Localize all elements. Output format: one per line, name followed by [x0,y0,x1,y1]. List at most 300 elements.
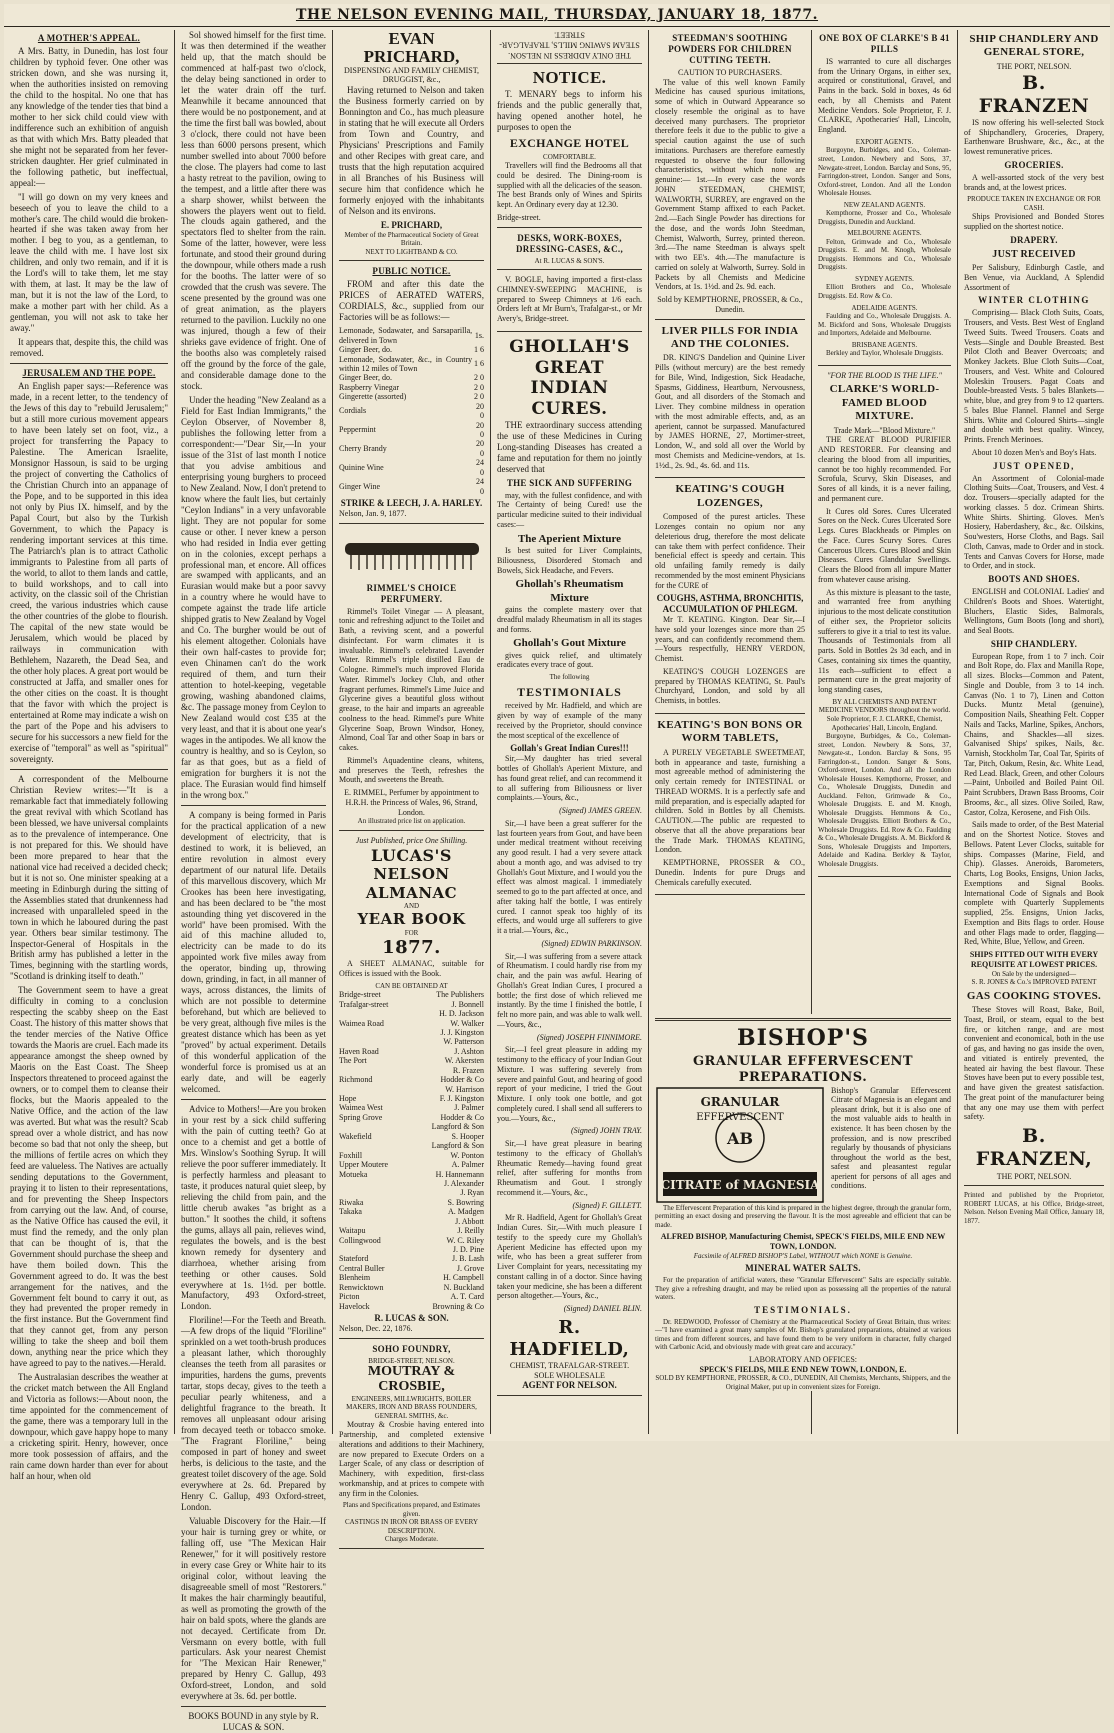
agent-row-value: Hodder & Co [440,1075,484,1085]
agent-row-label [339,1141,409,1150]
ad-date: Nelson, Dec. 22, 1876. [339,1324,413,1334]
ad-subtitle: DISPENSING AND FAMILY CHEMIST, DRUGGIST, &c., [343,65,480,85]
ad-soho-foundry [339,1344,484,1549]
price-row-value: 24 0 [476,458,484,477]
article-paragraph: A Mrs. Batty, in Dunedin, has lost four children by typhoid fever. One other was stricken down, and she was nursing it, when the authorities insisted on removing the child to the hospital. No one that has any knowledge of the tender ties that bind a mother to her sick child could view with indifference such an exhibition of anguish as that with which Mrs. Batty pleaded that she might not be separated from her fever-stricken daughter. Her grief culminated in the following pathetic, but ineffectual, appeal:— [10,45,168,188]
column-1 [4,30,174,1481]
ad-subtitle: GRANULAR EFFERVESCENT PREPARATIONS. [692,1053,914,1085]
agent-row-value: J. Palmer [454,1103,484,1113]
ad-title: LIVER PILLS FOR INDIA AND THE COLONIES. [661,324,799,351]
agent-row-value: W. C. Riley [446,1235,484,1245]
agent-row-label: Riwaka [339,1197,364,1207]
ad-and: AND [403,901,420,910]
price-row [339,345,484,354]
agents-list: Faulding and Co., Wholesale Druggists. A. M. Bickford and Sons, Wholesale Druggists and Importers, Adelaide and Melbourne. [818,312,951,338]
ad-body: European Rope, from 1 to 7 inch. Coir and Bolt Rope, do. Flax and Manilla Rope, all sizes. Blocks—Common and Patent, Single and Double, from 3 to 14 inch. Canvas (No. 1 to 7), Linen and Cotton Ducks. Muntz Metal (genuine), Composition Nails, Sheathing Felt. Copper Nails and Tacks, Marline, Spikes, Anchors, Chains, and Shackles—all sizes. Galvanised Ships' spikes, Nails, &c. Varnish, Stockholm Tar, Coal Tar, Spirits of Tar, Pitch, Oakum, Resin, &c. White Lead, Red Lead. Black, Green, and other Colours—Paint, Unboiled and Boiled Paint Oil. Paint Scrubbers, Drawn Bass Brooms, Coir Brooms, &c., all sizes. Olive Soiled, Raw, Castor, Colza, Kerosene, and Fish Oils. [964,651,1104,817]
masthead: THE NELSON EVENING MAIL, THURSDAY, JANUARY 18, 1877. [4,4,1110,27]
notice-paragraph: Valuable Discovery for the Hair.—If your hair is turning grey or white, or falling off, use "The Mexican Hair Renewer," for it will positively restore in every case Grey or White hair to its original color, without leaving the disagreeable smell of most "Restorers." It makes the hair charmingly beautiful, as well as promoting the growth of the hair on bald spots, where the glands are not decayed. Certificate from Dr. Versmann on every bottle, with full particulars. Ask your nearest Chemist for "The Mexican Hair Renewer," prepared by Henry C. Gallup, 493 Oxford-street, London, and sold everywhere at 3s. 6d. per bottle. [181,1515,326,1702]
agents-head: ADELAIDE AGENTS. [851,303,918,312]
magnesia-label-icon [655,1086,825,1204]
ad-obtained: CAN BE OBTAINED AT [375,981,448,990]
agent-row-value: H. Hannemann [435,1169,484,1179]
ad-body: Rimmel's Aquadentine cleans, whitens, and preserves the Teeth, refreshes the Mouth, and sweetens the Breath. [339,755,484,785]
ad-castings: CASTINGS IN IRON OR BRASS OF EVERY DESCRIPTION. [344,1518,479,1535]
agent-row [339,1264,484,1273]
ad-body: Ships Provisioned and Bonded Stores supplied on the shortest notice. [964,212,1104,232]
agent-row-value: W. Walker [450,1018,484,1028]
agent-row-label: Spring Grove [339,1112,383,1122]
agents-list: Kempthorne, Prosser and Co., Wholesale Druggists, Dunedin and Auckland. [818,209,951,226]
divider [10,363,168,364]
agent-row-value: J. Reilly [457,1226,484,1236]
price-row-label: Quinine Wine [339,463,384,473]
price-row-label: Raspberry Vinegar [339,382,400,392]
ad-address: THE PORT, NELSON. [996,1171,1072,1181]
agent-row [339,1141,484,1150]
section-subhead: JUST OPENED, [993,460,1075,471]
agent-row-value: Langford & Son [431,1141,484,1151]
ad-body: For the preparation of artificial waters, these "Granular Effervescent" Salts are especially suitable. They give a refreshing draught, and may be relied upon as possessing all the properties of the natural waters. [655,1276,951,1302]
product-body: Is best suited for Liver Complaints, Biliousness, Disordered Stomach and Bowels, Sick Headache, and Fevers. [497,546,642,575]
testimonial-sig: (Signed) JAMES GREEN. [559,806,642,816]
ad-body: FROM and after this date the PRICES of AERATED WATERS, CORDIALS, &c., supplied from our Factories will be as follows:— [339,279,484,323]
merchant-name: B. FRANZEN, [975,1125,1093,1171]
agents-list: Felton, Grimwade and Co., Wholesale Druggists. E. and M. Knogh, Wholesale Druggists. Hemmons and Co., Wholesale Druggists. [818,237,951,272]
ad-sale: S. R. JONES & Co.'s IMPROVED PATENT [971,978,1097,987]
ad-body: Rimmel's Toilet Vinegar — A pleasant, tonic and refreshing adjunct to the Toilet and Bath, a reviving scent, and a powerful disinfectant. For warm climates it is invaluable. Rimmel's celebrated Lavender Water. Rimmel's triple distilled Eau de Cologne. Rimmel's much improved Florida Water. Rimmel's Jockey Club, and other fragrant perfumes. Rimmel's Lime Juice and Glycerine gives a beautiful gloss without grease, to the hair and imparts an agreeable coolness to the head. Rimmel's pure White Glycerine Soap, Brown Windsor, Honey, Almond, Coal Tar and other Soap in bars or cakes. [339,606,484,753]
price-row [339,439,484,458]
label-bottom: CITRATE of MAGNESIA [660,1177,820,1192]
agent-row-label [339,1037,409,1046]
agent-row-label [339,1179,409,1188]
ad-by: BY ALL CHEMISTS AND PATENT MEDICINE VENDORS throughout the world. [818,697,951,715]
product-name: Gollah's Great Indian Cures!!! [510,743,629,754]
agent-row-label: Foxhill [339,1150,363,1160]
ad-charges: Charges Moderate. [384,1535,439,1544]
ad-hats: About 10 dozen Men's and Boy's Hats. [971,447,1097,457]
price-row-label: Gingerette (assorted) [339,392,407,402]
product-name: The Aperient Mixture [517,532,622,545]
price-row [339,355,484,374]
ad-body: Travellers will find the Bedrooms all that could be desired. The Dining-room is supplied with all the delicacies of the season. The best Brands only of Wines and Spirits kept. An Ordinary every day at 12.30. [497,161,642,210]
agent-row-label: Trafalgar-street [339,999,389,1009]
product-body: gains the complete mastery over that dreadful malady Rheumatism in all its stages and forms. [497,605,642,634]
ad-clarke-pills [818,33,951,366]
agents-table [339,990,484,1311]
agent-row-label: Blenheim [339,1273,371,1283]
ad-clarke-blood [818,371,951,877]
article-paragraph: The Government seem to have a great difficulty in coming to a conclusion respecting the scabby sheep on the East Coast. The history of this matter shows that the tender mercies of the Native Office towards the Maoris are cruel. Each made its appearance amongst the sheep owned by Maoris on the East Coast. The Sheep Inspectors threatened to proceed against the owners, or to compel them to cleanse their flocks, but the Maoris appealed to the Native Office, and the action of the law was averted. But what was the result? Scab spread over a whole district, and has now become so bad that not only the sheep, but the millions of fertile acres on which they feed are valueless. The Natives are actually sending deputations to the Government, praying it to listen to their representations, and for preventing the Sheep Inspectors from carrying out the law. And, of course, as the Native Office has caused the evil, it must find the remedy, and the only plan that can be thought of is, that the Government should purchase the sheep and have them boiled down. This the Government agreed to do. It was the best arrangement for the natives, and the Government felt bound to carry it out, as they had prevented the proper remedy in the first instance. But the Government find that they cannot get, from any person willing to take the sheep and boil them down, anything near the price which they have agreed to pay to the natives.—Herald. [10,985,168,1369]
price-table [339,326,484,496]
agent-row [339,1066,484,1075]
article-paragraph: Under the heading "New Zealand as a Field for East Indian Immigrants," the Ceylon Observer, of November 8, publishes the following letter from a correspondent:—"Dear Sir,—In your issue of the 31st of last month I notice that you advise ambitious and enterprising young burghers to proceed to New Zealand. Now, I don't pretend to know where the fault lies, but certainly "Ceylon Indians" in a very unfavorable light. They are not popular for some cause or other. I never knew a person who had resided in India ever getting on in the colonies, except perhaps a professional man, et encore. All offices are swamped with applicants, and an Eurasian would make but a poor savvy in a country where he would have to compete against the trade life article shipped gratis to New Zealand by Vogel and Co. The burgher would be out of his element altogether. Colonials have their own half-castes to provide for; even Chinamen can't do the work required of them, and turn their attention to hotel-keeping, vegetable growing, washing abandoned claims, &c. The passage money from Ceylon to New Zealand would cost £35 at the very least, and that it is about one year's wages in the antipodes. We all know the country is healthy, and so is Ceylon, so far as that goes, but as a field of emigration for burghers it is not the place. The Eurasian would find himself in the wrong box." [181,394,326,800]
agent-row-label [339,1028,409,1037]
ad-title: SOHO FOUNDRY, [372,1343,451,1354]
ad-produce: PRODUCE TAKEN IN EXCHANGE OR FOR CASH. [967,195,1101,212]
price-row [339,458,484,477]
ad-nelson-almanac [339,836,484,1339]
ad-body: IS warranted to cure all discharges from the Urinary Organs, in either sex, acquired or constitutional, Gravel, and Pains in the back. Sold in boxes, 4s 6d each, by all Chemists and Patent Medicine Vendors. Sole Proprietor, F. J. CLARKE, Apothecaries' Hall, Lincoln, England. [818,56,951,135]
price-row [339,383,484,392]
ad-subhead: THE SICK AND SUFFERING [506,477,633,488]
ad-body: As this mixture is pleasant to the taste, and warranted free from anything injurious to the most delicate constitution of either sex, the Proprietor solicits sufferers to give it a trial to test its value. Thousands of Testimonials from all parts. Sold in Bottles 2s 3d each, and in Cases, containing six times the quantity, 11s each—sufficient to effect a permanent cure in the great majority of long standing cases, [818,587,951,695]
hairbrush-illustration-icon [339,533,485,573]
agents-head: MELBOURNE AGENTS. [847,229,922,238]
ad-trademark: Trade Mark—"Blood Mixture." [833,425,936,435]
ad-body: ENGLISH and COLONIAL Ladies' and Children's Boots and Shoes. Watertight, Bluchers, Elastic Sides, Balmorals, Wellingtons, Gum Boots (long and short), and Seal Boots. [964,587,1104,635]
ad-body: DR. KING'S Dandelion and Quinine Liver Pills (without mercury) are the best remedy for Bile, Wind, Indigestion, Sick Headache, Spasms, Giddiness, Heartburn, Nervousness, Gout, and all disorders of the Stomach and Liver. They combine mildness in operation with the most admirable effects, and, as an aperient, cannot be surpassed. Manufactured by JAMES HORNE, 27, Mortimer-street, London, W., and sold all over the World by most Chemists and Medicine-vendors, at 1s. 1½d., 2s. 9d., 4s. 6d. and 11s. [655,353,805,470]
agent-row-label: Upper Moutere [339,1160,389,1170]
label-mid: EFFERVESCENT [696,1111,784,1123]
agent-row [339,1217,484,1226]
ad-body: received by Mr. Hadfield, and which are given by way of example of the many received by the Proprietor, should convince the most sceptical of the excellence of [497,701,642,740]
ad-address: NEXT TO LIGHTBAND & CO. [365,247,458,256]
price-row-value: 2 0 [474,373,484,383]
ad-title: NELSON ALMANAC [365,865,458,902]
agent-row [339,1151,484,1160]
price-row-value: 2 0 [474,382,484,392]
testimonial-sig: (Signed) JOSEPH FINNIMORE. [536,1032,642,1042]
hotel-name: EXCHANGE HOTEL [509,135,630,150]
agent-row [339,1179,484,1188]
agent-row-label: Wakefield [339,1131,372,1141]
testimonial-sig: (Signed) EDWIN PARKINSON. [541,938,642,948]
testimonial: Sir,—I have been a great sufferer for the last fourteen years from Gout, and have been under medical treatment without receiving any good result. I had a very severe attack about a month ago, and was advised to try Ghollah's Gout Mixture, and I would you the effect was almost magical. I immediately seemed to go to the part affected at once, and after taking half the bottle, I was entirely cured. I cannot speak too highly of its effects, and would urge all sufferers to give it a trial.—Yours, &c., [497,818,642,936]
agent-row [339,1075,484,1084]
ad-body: Per Salisbury, Edinburgh Castle, and Ben Venue, via Auckland, A Splendid Assortment of [964,263,1104,292]
ad-date: Nelson, Jan. 9, 1877. [339,509,407,519]
ad-following: The following [549,673,590,682]
ad-body: A PURELY VEGETABLE SWEETMEAT, both in appearance and taste, furnishing a most agreeable method of administering the only certain remedy for INTESTINAL or THREAD WORMS. It is a perfectly safe and mild preparation, and is especially adapted for children. Sold in Bottles by all Chemists. CAUTION.—The public are requested to observe that all the above preparations bear the Trade Mark. THOMAS KEATING, London. [655,747,805,855]
agent-row-value: W. Patterson [443,1037,484,1047]
agent-row-label: Havelock [339,1301,370,1311]
agent-row-label: Waimea Road [339,1018,384,1028]
agents-head: SYDNEY AGENTS. [855,274,914,283]
notice-paragraph: Floriline!—For the Teeth and Breath.—A few drops of the liquid "Floriline" sprinkled on a wet tooth-brush produces a pleasant lather, which thoroughly cleanses the teeth from all parasites or impurities, hardens the gums, prevents tartar, stops decay, gives to the teeth a peculiar pearly whiteness, and a delightful fragrance to the breath. It removes all unpleasant odour arising from decayed teeth or tobacco smoke. "The Fragrant Floriline," being composed in part of honey and sweet herbs, is delicious to the taste, and the greatest toilet discovery of the age. Sold everywhere at 2s. 6d. Prepared by Henry C. Gallup, 493 Oxford-street, London. [181,1315,326,1512]
ad-body: Moutray & Crosbie having entered into Partnership, and completed extensive alterations and additions to their Machinery, are now prepared to Execute Orders on a Larger Scale, of any class or description of Machinery, with expedition, first-class workmanship, and at prices to compete with any firm in the Colonies. [339,1420,484,1498]
ad-body: THE extraordinary success attending the use of these Medicines in Curing Long-standing Diseases has created a fame and reputation for them no jointly deserved that [497,419,642,474]
agent-row [339,1226,484,1235]
price-row-label: Cherry Brandy [339,444,387,454]
agent-row [339,1132,484,1141]
agent-row-value: J. D. Pine [452,1245,484,1255]
agent-row-label: Waitapu [339,1226,366,1236]
price-row [339,373,484,382]
agent-row [339,1198,484,1207]
label-row [655,1086,951,1204]
ad-subtitle: BRIDGE-STREET, NELSON. [368,1356,455,1365]
testimonials-title: TESTIMONIALS [517,684,622,699]
agent-row-value: J. Ashton [454,1046,484,1056]
testimonial: Sir,—My daughter has tried several bottles of Ghollah's Aperient Mixture, and has found great relief, and can recommend it to all suffering from Biliousness or liver complaints.—Yours, &c., [497,754,642,803]
agent-row-label: Central Buller [339,1263,385,1273]
agent-row-value: J. Abbott [455,1216,484,1226]
agent-row-value: J. Ryan [460,1188,484,1198]
ad-motto: "FOR THE BLOOD IS THE LIFE." [827,370,942,380]
testimonial: Mr R. Hadfield, Agent for Ghollah's Great Indian Cures. Sir,—With much pleasure I testify to the speedy cure my Ghollah's Aperient Medicine has effected upon my wife, who has been a great sufferer from Liver Complaint for years, necessitating my constant calling in of a doctor. Since having taken your medicine, she has been a different person altogether.—Yours, &c., [497,1213,642,1301]
ad-year-book: YEAR BOOK [357,910,466,929]
agent-address: CHEMIST, TRAFALGAR-STREET. [509,1360,630,1370]
imprint: Printed and published by the Proprietor, ROBERT LUCAS, at his Office, Bridge-street, Nelson. Nelson Evening Mail Office, January 18, 1877. [964,1191,1104,1225]
label-top: GRANULAR [700,1094,780,1109]
ad-body: Composed of the purest articles. These Lozenges contain no opium nor any deleterious drug, therefore the most delicate can take them with perfect confidence. Their beneficial effect is speedy and certain. This old unfailing family remedy is daily recommended by the most eminent Physicians for the CURE of [655,512,805,590]
agent-row [339,1113,484,1122]
section-head: BOOTS AND SHOES. [988,574,1080,585]
agent-row-label [339,1122,409,1131]
headline-jerusalem: JERUSALEM AND THE POPE. [22,368,156,379]
headline-mothers-appeal: A MOTHER'S APPEAL. [37,33,141,43]
ad-body: KEMPTHORNE, PROSSER & CO., Dunedin. Indents for pure Drugs and Chemicals carefully executed. [655,858,805,887]
agent-row [339,1302,484,1311]
product-name: Ghollah's Rheumatism Mixture [515,578,624,604]
testimonial: Sir,—I was suffering from a severe attack of Rheumatism. I could hardly rise from my chair, and the pain was awful. Hearing of Ghollah's Great Indian Cures, I procured a bottle; the first dose of which relieved me instantly. By the time I finished the bottle, I felt no more pain, and was able to walk well.—Yours, &c., [497,951,642,1029]
price-row [339,392,484,401]
agents-list: Burgoyne, Burbidges, & Co., Coleman-street, London. Newbery & Sons, 37, Newgate-st., London. Barclay & Sons, 95 Farringdon-st., London. Sanger & Sons, Oxford-street, London. And all the London Wholesale Houses. Kempthorne, Prosser, and Co., Wholesale Druggists, Dunedin and Auckland. Felton, Grimwade & Co., Wholesale Druggists. E. and M. Knogh, Wholesale Druggists. Hemmons & Co., Wholesale Druggists. Elliott Brothers & Co., Wholesale Druggists. Ed. Row & Co. Faulding & Co., Wholesale Druggists. A. M. Bickford & Sons, Wholesale Druggists and Importers, Adelaide and Kadina. Berkley & Taylor, Wholesale Druggists. [818,732,951,868]
agents-list: Elliott Brothers and Co., Wholesale Druggists. Ed. Row & Co. [818,283,951,300]
ad-body: Dr. REDWOOD, Professor of Chemistry at the Pharmaceutical Society of Great Britain, thus writes:—"I have examined a great many samples of Mr. Bishop's granulated preparations, obtained at various times and from different sources, and have found them to be very uniform in character, fully charged with Carbonic Acid, and obviously made with great care and accuracy." [655,1317,951,1352]
price-row-label: Cordials [339,406,367,416]
ad-sale: On Sale by the undersigned— [991,969,1077,978]
agent-row [339,990,484,999]
divider [181,805,326,806]
ad-inverted-notice [497,30,642,64]
price-row-value: 20 0 [476,439,484,458]
ad-steedman [655,33,805,320]
ad-note: An illustrated price list on application. [357,817,466,826]
ad-title: EVAN PRICHARD, [363,29,460,66]
ad-body: The value of this well known Family Medicine has caused spurious imitations, some of which in Outward Appearance so closely resemble the original as to have deceived many purchasers. The proprietor therefore feels it due to the public to give a special caution against the use of such imitations. Purchasers are therefore earnestly requested to observe the four following characteristics, without which none are genuine:— 1st.—In every case the words JOHN STEEDMAN, CHEMIST, WALWORTH, SURREY, are engraved on the Government Stamp affixed to each Packet. 2nd.—Each Single Powder has directions for the dose, and the words John Steedman, Chemist, Walworth, Surrey, printed thereon. 3rd.—The name Steedman is always spelt with two EE's. 4th.—The manufacture is carried on solely at Walworth, Surrey. Sold in Packets by all Chemists and Medicine Vendors, at 1s. 1½d. and 2s. 9d. each. [655,77,805,292]
agent-row-value: Langford & Son [431,1122,484,1132]
divider [181,1706,326,1707]
ad-body: These Stoves will Roast, Bake, Boil, Toast, Broil, or steam, equal to the best fire, or kitchen range, and are most convenient and economical, both in the use of gas, and having no gas inside the oven, and vitiated is entirely prevented, the heated air having the best flavour. These Stoves have been put to every possible test, and have given the greatest satisfaction. The great point of the manufacturer being that any one may use them with perfect safety. [964,1005,1104,1122]
agent-row [339,1292,484,1301]
testimonial-sig: (Signed) F. GILLETT. [572,1200,642,1210]
ad-title: DESKS, WORK-BOXES, DRESSING-CASES, &C., [515,232,624,254]
agent-row-value: F. J. Kingston [439,1094,484,1104]
testimonial: Sir,—I feel great pleasure in adding my testimony to the efficacy of your Indian Gout Mixture. I was suffering severely from severe and painful Gout, and hearing of good report of your medicine, I tried the Gout Mixture. I only took one bottle, and got completely cured. I shall send all sufferers to you.—Yours, &c., [497,1045,642,1123]
section-head: DRAPERY. [1010,234,1058,245]
ad-body: An Assortment of Colonial-made Clothing Suits—Coat, Trousers, and Vest. 4 doz. Trousers—specially adapted for the working classes. 5 doz. Crimean Shirts. White Shirts. Shirting. Gloves. Men's Hosiery, Haberdashery, &c., &c. Oilskins, Sou'westers, Horse Cloths, and Bags. Sail Cloth, Canvas, made to Order and in stock. Tents and Canvas Covers for Horse, made to Order, and in stock. [964,473,1104,571]
price-row-label: Peppermint [339,425,376,435]
ad-franzen [964,33,1104,1186]
section-subhead: JUST RECEIVED [992,248,1076,260]
ad-body: may, with the fullest confidence, and with The Certainty of being Cured! use the particular medicine suited to their individual cases:— [497,490,642,529]
agent-row [339,1094,484,1103]
price-row-label: Lemonade, Sodawater, and Sarsaparilla, delivered in Town [339,326,473,345]
price-row-value: 24 0 [476,477,484,496]
article-paragraph: "I will go down on my very knees and beseech of you to leave the child to a mother's care. The child would die broken-hearted if she was taken away from her mother. I beg to you, as a gentleman, to leave the child with me. I have lost six children, and only two remain, and if it is the Lord's will to take them, let me stay with them, at last. It may be the law of man, but it is not the law of the Lord, to make a mother part with her child. As a gentleman, you will not ask to take her away." [10,191,168,334]
ad-plans: Plans and Specifications prepared, and Estimates given. [342,1501,481,1518]
newspaper-page [4,4,1110,1733]
agent-row [339,1019,484,1028]
agent-row [339,1028,484,1037]
ad-body: THE GREAT BLOOD PURIFIER AND RESTORER. For cleansing and clearing the blood from all impurities, cannot be too highly recommended. For Scrofula, Scurvy, Skin Diseases, and Sores of all kinds, it is a never failing, and permanent cure. [818,435,951,503]
ad-sold: SOLD BY KEMPTHORNE, PROSSER, & CO., DUNEDIN, All Chemists, Merchants, Shippers, and the Original Maker, put up in convenient sizes for Foreign. [655,1374,951,1391]
ad-body: V. BOGLE, having imported a first-class CHIMNEY-SWEEPING MACHINE, is prepared to Sweep Chimneys at 1/6 each. Orders left at Mr Burn's, Trafalgar-st., or Mr Avery's, Bridge-street. [497,275,642,324]
agent-row-value: A. Madgen [448,1207,484,1217]
divider [181,1099,326,1100]
ad-brand: GHOLLAH'S [509,336,630,357]
ad-title: BISHOP'S [737,1025,869,1051]
testimonial: Mr T. KEATING. Kington. Dear Sir,—I have sold your lozenges since more than 25 years, and can confidently recommend them.—Yours respectfully, HENRY VERDON, Chemist. [655,615,805,664]
ad-body: Comprising— Black Cloth Suits, Coats, Trousers, and Vests. Best West of England Tweed Suits. Tweed Trousers. Coats and Vests—Single and Double Breasted. Best Pilot Cloth and Beaver Overcoats; and Monkey Jackets. Blue Cloth Suits—Coat, Trousers, and Vest. White and Coloured Moleskin Trousers. Pagat Coats and Double-breasted Vests. 5 bales Blankets—white, blue, and grey from 9 to 12 quarters. 5 bales Blue Flannel. Flannel and Serge Shirts. White and Coloured Shirts—single and double with best quality. Wincey, Prints. French Merinoes. [964,308,1104,445]
price-row-value: 20 0 [476,420,484,440]
testimonial-sig: (Signed) JOHN TRAY. [570,1126,642,1136]
ad-exchange-hotel [497,69,642,227]
price-row-label: Ginger Wine [339,481,381,491]
inverted-text: THE ONLY ADDRESS IN NELSON. [508,50,631,60]
agent-row-label [339,1085,409,1094]
agent-row-value: Hodder & Co [440,1112,484,1122]
agent-row-value: A. T. Card [450,1292,484,1302]
column-2 [174,30,332,1733]
agent-row-value: W. Harrison [445,1084,484,1094]
agent-row-value: J. J. Kingston [440,1027,484,1037]
ad-subtitle: At R. LUCAS & SON'S. [534,256,605,265]
agent-row [339,1037,484,1046]
section-head: TESTIMONIALS. [754,1304,852,1315]
price-row-label: Ginger Beer, do. [339,345,392,355]
agent-sole: SOLE WHOLESALE [534,1370,605,1380]
agent-row [339,1236,484,1245]
agent-row [339,1160,484,1169]
ad-title: RIMMEL'S CHOICE PERFUMERY. [366,582,457,604]
ad-title: PUBLIC NOTICE. [372,266,451,277]
ad-body: A well-assorted stock of the very best brands and, at the lowest prices. [964,172,1104,192]
agent-row-value: J. Grove [456,1263,484,1273]
agent-row-label [339,1217,409,1226]
column-7 [957,30,1110,1434]
agent-row-label: Waimea West [339,1103,383,1113]
agent-row-value: S. Hooper [451,1131,484,1141]
agent-row-label: The Port [339,1056,367,1066]
article-paragraph: A company is being formed in Paris for the practical application of a new development of electricity, that is destined to work, it is believed, an entire revolution in almost every department of our natural life. Details of this marvellous discovery, which Mr Crookes has been here investigating, and has been declared to be "the most astounding thing yet discovered in the world" have been promised. With the aid of this machine alluded to, electricity can be made to do its appointed work five miles away from the operator, binding up, throwing down, grinding, in fact, in all manner of ways, across distances, the limits of which are not possible to determine beforehand, but which are believed to be very great, although five miles is the greatest distance which has been as yet "proved" by actual experiment. Details of this wonderful application of the wonderful force is promised us at an early date, and will be eagerly welcomed. [181,809,326,1095]
agent-row-value: The Publishers [436,990,484,1000]
ad-member: Member of the Pharmaceutical Society of Great Britain. [344,230,479,248]
agent-row [339,1207,484,1216]
ad-title: STEEDMAN'S SOOTHING POWDERS FOR CHILDREN CUTTING TEETH. [668,33,792,65]
ad-signature: E. PRICHARD, [380,219,443,230]
agent-row-value: J. B. Lash [452,1254,484,1264]
ad-rimmel [339,529,484,831]
price-row-value: 1 6 [474,345,484,355]
price-row-value: 20 0 [476,401,484,421]
ad-body: T. MENARY begs to inform his friends and the public generally that, having opened another hotel, he purposes to open the [497,89,642,132]
agent-row-label: Renwicktown [339,1282,384,1292]
agent-row [339,1085,484,1094]
article-paragraph: An English paper says:—Reference was made, in a recent letter, to the tendency of the Jews of this day to "rebuild Jerusalem;" but a still more curious movement appears to have been lately set on foot, viz., a project for transferring the Papacy to Palestine. The American Israelite, Monsignor Hassoun, is said to be urging the project of converting the Catholics of the Christian Church into an appanage of the Pope, and to be supported in this idea not only by Pius IX. himself, and by the Papal Court, but also by the Turkish Government, to which the Papacy is rendering important services at this time. The Patriarch's plan is to attract Catholic immigrants to Palestine from all parts of the world, to allot to them lands and cattle, to build workshops, and to call into activity, on the classic soil of the Christian creed, the various industries which cause the other countries of the globe to flourish. The capital of the new state would be Jerusalem, which would be placed by railways in communication with Bethlehem, Nazareth, the Dead Sea, and the other holy places. A great port would be constructed at Jaffa, and smaller ones for the other cities on the coast. It is thought that the favor with which the project is entertained at Rome may indicate a wish on the part of the Pope and his advisers to secure for his successors a new field for the exercise of "temporal" as well as "spiritual" sovereignty. [10,381,168,764]
agent-row-label: Collingwood [339,1235,381,1245]
agent-row-label [339,1188,409,1197]
ad-lab: LABORATORY AND OFFICES: [748,1354,858,1364]
agent-row-label [339,1066,409,1075]
agent-row-value: H. D. Jackson [439,1009,484,1019]
agent-row-value: Browning & Co [432,1301,484,1311]
agent-row-label: Motueka [339,1169,368,1179]
ad-signature: STRIKE & LEECH, J. A. HARLEY. [340,498,483,509]
hotel-sub: COMFORTABLE. [543,152,596,161]
testimonial: Sir,—I have great pleasure in bearing testimony to the efficacy of Ghollah's Rheumatic Remedy—having found great relief, after suffering for months from Rheumatism and Gout. I strongly recommend it.—Yours, &c., [497,1139,642,1197]
ad-body: Sails made to order, of the Best Material and on the Shortest Notice. Stoves and Bellows. Patent Lever Clocks, suitable for ships. Compasses (Marine, Field, and Chip). Glasses. Aneroids, Barometers, Charts, Log Books, Ensigns, Union Jacks, Exemptions and Signal Books. International Code of Signals and Book complete with Quarterly Supplements supplied, 25s. Ensigns, Union Jacks, Exemption and Bits flags to order. House and other Flags made to order, flagging—Red, White, Blue, Yellow, and Green. [964,820,1104,947]
agent-row [339,1056,484,1065]
price-row-label: Lemonade, Sodawater, &c., in Country within 12 miles of Town [339,354,473,373]
agent-row [339,1103,484,1112]
agent-row-value: N. Buckland [443,1282,484,1292]
price-row-value: 1 6 [474,359,484,369]
ad-subtitle: THE PORT, NELSON. [996,61,1072,71]
article-paragraph: The Australasian describes the weather at the cricket match between the All England and Victoria as follows:—About noon, the time appointed for the commencement of the game, there was a temporary lull in the downpour, which gave happy hope to many a cricketing spirit. Henry, however, once more took possession of affairs, and the rain came down harder than ever for about half an hour, when old [10,1372,168,1481]
ad-fitted: SHIPS FITTED OUT WITH EVERY REQUISITE AT LOWEST PRICES. [969,950,1099,969]
agent-row-label: Takaka [339,1207,362,1217]
agents-list: Burgoyne, Burbidges, and Co., Coleman-street, London. Newbery and Sons, 37, Newgate-street, London. Barclay and Sons, 95, Farringdon-street, London. Sanger and Sons, Oxford-street, London. And all the London Wholesale Houses. [818,146,951,198]
agent-row-label: Haven Road [339,1046,379,1056]
agent-row-value: W. Akersten [444,1056,484,1066]
ad-body: The Effervescent Preparation of this kind is prepared in the highest degree, through the granular form, permitting an exact dosing and preserving the flavour. It is the most agreeable and efficient that can be made. [655,1203,951,1229]
price-row-value: 1s. [474,330,484,340]
price-row [339,402,484,421]
article-paragraph: Sol showed himself for the first time. It was then determined if the weather held up, that the match should be commenced at half-past two o'clock, the delay being sanctioned in order to let the water drain off the turf. Meanwhile it became announced that there would be no postponement, and at the time the first ball was bowled, about 3 o'clock, there could not have been less than 6000 persons present, which number swelled into about 7000 before the close. The players had come to last a hasty retreat to the pavilion, owing to the tempest, and a little after there was a sharp shower, whilst between the showers the players went out to field. The clouds again gathered, and the spectators fled to shelter from the rain. Some of the latter, however, were less fortunate, and stood their ground during the downpour, while others made a rush for the booths. The latter were of so crowded that the crush was severe. The scene presented by the ground was one of great animation, as the players returned to the pavilion. Luckily no one was injured, though a few of their shrieks gave evidence of fright. One of the booths also was completely raised off the ground by the force of the gale, and considerable damage done to the stock. [181,30,326,391]
ad-caution: CAUTION TO PURCHASERS. [678,67,782,77]
agent-row-label: Bridge-street [339,990,381,1000]
product-body: gives quick relief, and ultimately eradicates every trace of gout. [497,650,642,670]
agent-row [339,1122,484,1131]
ad-trades: ENGINEERS, MILLWRIGHTS, BOILER MAKERS, IRON AND BRASS FOUNDERS, GENERAL SMITHS, &c. [346,1394,477,1420]
ad-address: Bridge-street. [497,212,541,222]
agent-row [339,1273,484,1282]
inverted-text: STEAM SAWING MILLS, TRAFALGAR-STREET. [499,30,640,50]
ad-title: KEATING'S BON BONS OR WORM TABLETS, [657,718,803,745]
ad-facsimile: Facsimile of ALFRED BISHOP'S Label, WITHOUT which NONE is Genuine. [693,1251,913,1260]
agent-row-label [339,1009,409,1018]
ad-ghollah [497,337,642,1396]
ad-keating-worm [655,719,805,895]
ad-title: KEATING'S COUGH LOZENGES, [675,483,785,509]
ad-keating-cough [655,483,805,714]
label-side-text: Bishop's Granular Effervescent Citrate of Magnesia is an elegant and pleasant drink, but it is also one of the most valuable aids to health in existence. It has been chosen by the profession, and is now prescribed regularly by thousands of physicians throughout the world as the best, safest and pleasantest regular aperient for persons of all ages and conditions. [831,1085,951,1191]
price-row [339,477,484,496]
product-name: Ghollah's Gout Mixture [513,637,626,650]
agents-head: NEW ZEALAND AGENTS. [843,200,926,209]
ad-signature: E. RIMMEL, Perfumer by appointment to H.R.H. the Princess of Wales, 96, Strand, London. [344,788,479,817]
ad-sole: Sole Proprietor, F. J. CLARKE, Chemist, Apothecaries' Hall, Lincoln, England. [826,714,943,732]
ad-bishops [648,1014,957,1391]
agent-row-value: A. Palmer [451,1160,484,1170]
ad-liver-pills [655,325,805,479]
ad-firm: MOUTRAY & CROSBIE, [367,1364,456,1394]
ad-brand: LUCAS'S [371,845,452,865]
agent-row-value: J. Bonnell [451,999,484,1009]
section-head: MINERAL WATER SALTS. [745,1263,861,1274]
ad-price: Just Published, price One Shilling. [355,836,468,845]
ad-public-notice [339,266,484,523]
agent-name: R. HADFIELD, [509,1316,630,1360]
agent-row [339,1047,484,1056]
ad-title: ONE BOX OF CLARKE'S B 41 PILLS [819,33,950,54]
price-row-value: 2 0 [474,392,484,402]
column-3 [332,29,490,1544]
ad-maker: ALFRED BISHOP, Manufacturing Chemist, SPECK'S FIELDS, MILE END NEW TOWN, LONDON. [660,1232,946,1251]
agent-role: AGENT FOR NELSON. [522,1380,617,1391]
books-bound-ad: BOOKS BOUND in any style by R. LUCAS & SON. [188,1711,319,1733]
price-row-label: Ginger Beer, do. [339,373,392,383]
agent-row-label: Richmond [339,1075,373,1085]
article-paragraph: A correspondent of the Melbourne Christian Review writes:—"It is a remarkable fact that immediately following the great revival with which Scotland has been blessed, we have universal complaints as to the prevalence of intemperance. One is not prepared for this. We should have been more prepared to hear that the national vice had received a decided check; but it is not so. One minister speaking at a meeting in Edinburgh during the sitting of the Assemblies stated that drunkenness had increased with unparalleled speed in the town in which he laboured during the past year. Others bear similar testimony. The Inspector-General of Hospitals in the British army has published a letter in the Times, beginning with the startling words, "Scotland is drinking itself to death." [10,773,168,982]
notice-paragraph: Advice to Mothers!—Are you broken in your rest by a sick child suffering with the pain of cutting teeth? Go at once to a chemist and get a bottle of Mrs. Winslow's Soothing Syrup. It will relieve the poor sufferer immediately. It is perfectly harmless and pleasant to taste, it produces natural quiet sleep, by relieving the child from pain, and the little cherub awakes "as bright as a button." It soothes the child, it softens the gums, allays all pain, relieves wind, regulates the bowels, and is the best known remedy for dysentery and diarrhoea, whether arising from teething or other causes. Sold everywhere at 1s. 1½d. per bottle. Manufactory, 493 Oxford-street, London. [181,1104,326,1312]
agent-row-label [339,1245,409,1254]
ad-body: IS now offering his well-selected Stock of Shipchandlery, Groceries, Drapery, Earthenware Brushware, &c., &c., at the lowest remunerative prices. [964,117,1104,157]
agent-row-label: Hope [339,1094,357,1104]
agent-row-label: Picton [339,1292,360,1302]
